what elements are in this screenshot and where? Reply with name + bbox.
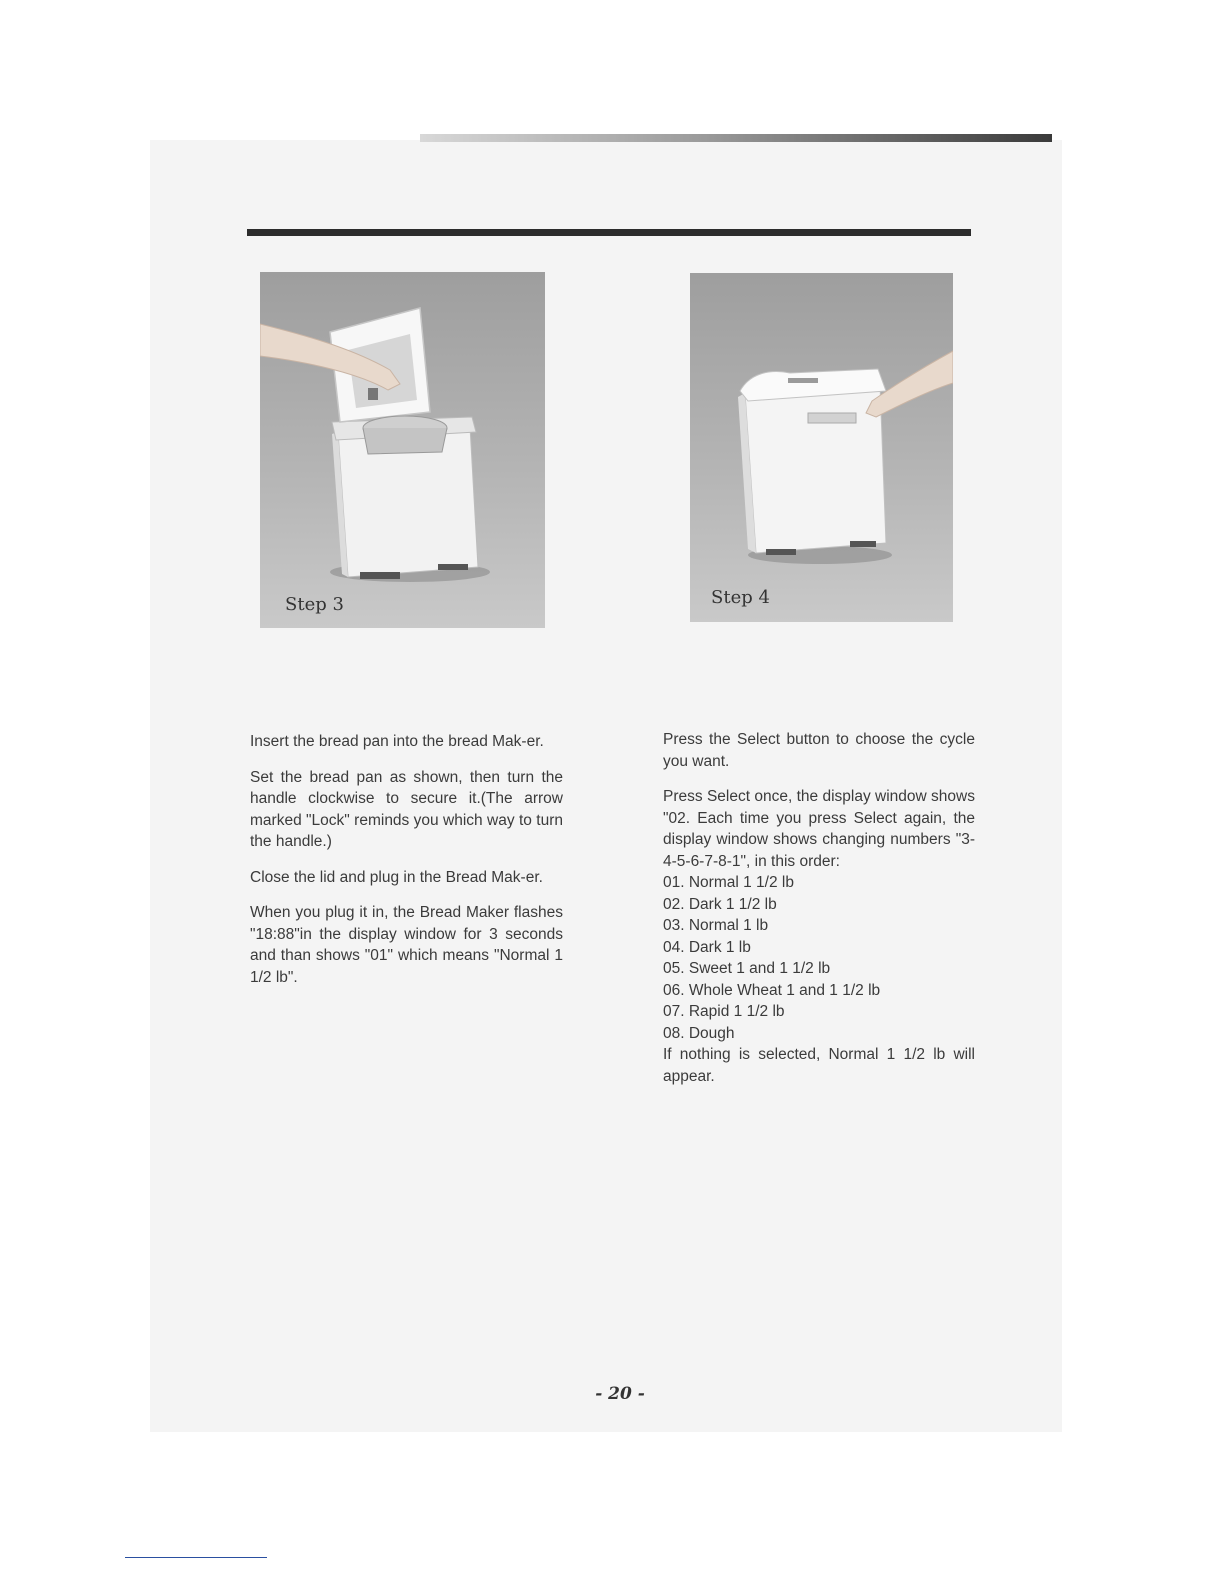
cycle-item: 05. Sweet 1 and 1 1/2 lb (663, 960, 831, 977)
step-3-instructions (250, 731, 563, 1002)
instruction-paragraph: Close the lid and plug in the Bread Mak-er. (250, 868, 543, 886)
step-3-photo (260, 272, 545, 628)
instruction-paragraph: Insert the bread pan into the bread Mak-er. (250, 733, 544, 750)
step-4-label: Step 4 (711, 587, 770, 608)
step-4-photo (690, 273, 953, 622)
cycle-item: 02. Dark 1 1/2 lb (663, 895, 777, 913)
cycle-item: 07. Rapid 1 1/2 lb (663, 1003, 785, 1020)
scan-top-edge (420, 134, 1052, 142)
header-rule (247, 229, 971, 236)
instruction-paragraph: Set the bread pan as shown, then turn the handle clockwise to secure it.(The arrow marked "Lock" reminds you which way to turn the handle.) (250, 768, 563, 850)
instruction-paragraph: When you plug it in, the Bread Maker flashes "18:88"in the display window for 3 seconds and than shows "01" which means "Normal 1 1/2 lb". (250, 904, 563, 986)
default-note: If nothing is selected, Normal 1 1/2 lb will appear. (663, 1046, 975, 1085)
step-4-instructions (663, 729, 975, 1101)
instruction-paragraph: Press the Select button to choose the cycle you want. (663, 731, 975, 770)
bread-maker-open-lid-illustration (260, 272, 545, 628)
step-3-label: Step 3 (285, 594, 344, 615)
page-number: - 20 - (595, 1384, 645, 1404)
cycle-list (663, 872, 975, 1044)
cycle-item: 01. Normal 1 1/2 lb (663, 874, 794, 891)
cycle-item: 06. Whole Wheat 1 and 1 1/2 lb (663, 981, 881, 999)
cycle-item: 04. Dark 1 lb (663, 938, 751, 956)
footnote-line (125, 1557, 267, 1558)
cycle-item: 08. Dough (663, 1024, 735, 1042)
cycle-item: 03. Normal 1 lb (663, 917, 769, 934)
bread-maker-closed-illustration (690, 273, 953, 622)
instruction-paragraph: Press Select once, the display window shows "02. Each time you press Select again, the display window shows changing numbers "3-4-5-6-7-8-1", in this order: (663, 788, 975, 870)
